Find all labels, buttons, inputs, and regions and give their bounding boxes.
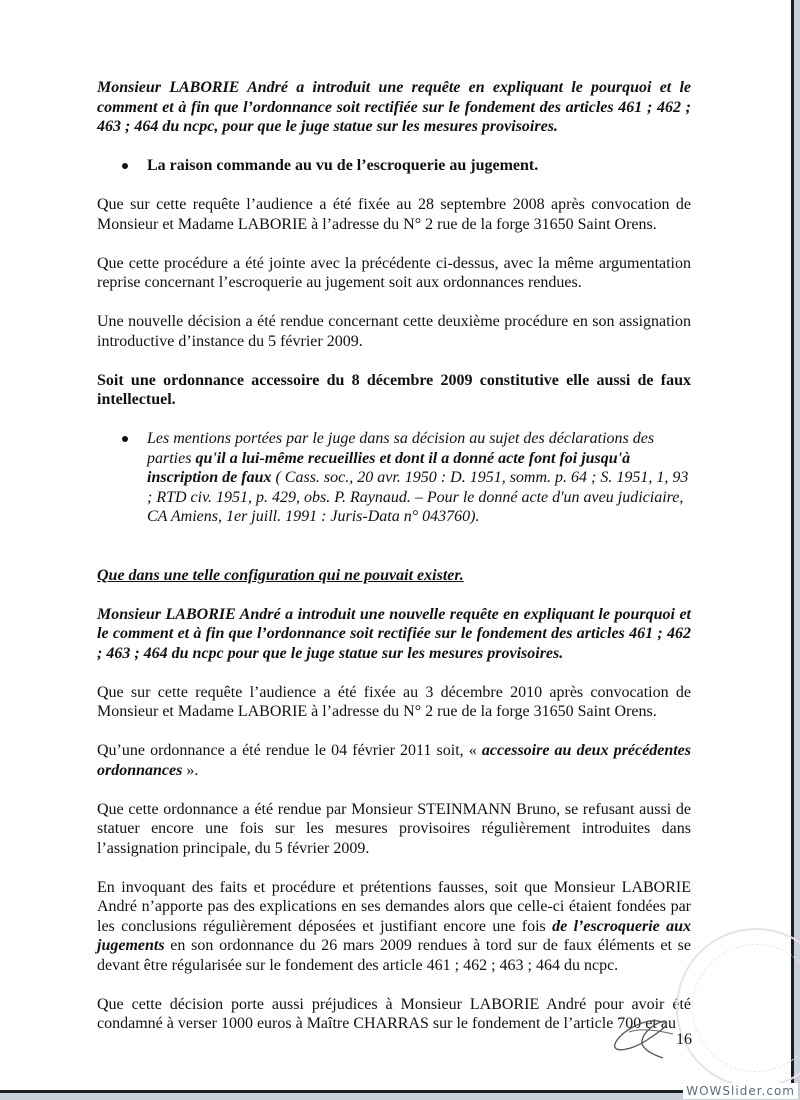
document-body (97, 78, 691, 1034)
citation-part-1: Les mentions portées par le juge dans sa décision au sujet des déclarations des parties (147, 430, 655, 467)
bullet-text: La raison commande au vu de l’escroquerie au jugement. (147, 157, 539, 174)
text-part-emphasis: accessoire au deux précédentes ordonnances (97, 742, 691, 779)
paragraph-configuration: Que dans une telle configuration qui ne pouvait exister. (97, 566, 464, 584)
paragraph-procedure-jointe: Que cette procédure a été jointe avec la précédente ci-dessus, avec la même argumentation reprise concernant l’escroquerie au jugement soit aux ordonnances rendues. (97, 254, 691, 291)
paragraph-prejudices: Que cette décision porte aussi préjudices à Monsieur LABORIE André pour avoir été condamné à verser 1000 euros à Maître CHARRAS sur le fondement de l’article 700 et au (97, 995, 691, 1032)
citation-text (147, 429, 691, 527)
page-number: 16 (676, 1031, 692, 1048)
signature-icon (607, 1014, 687, 1060)
bullet-icon (122, 163, 128, 169)
paragraph-audience-2010: Que sur cette requête l’audience a été fixée au 3 décembre 2010 après convocation de Monsieur et Madame LABORIE à l’adresse du N° 2 rue de la forge 31650 Saint Orens. (97, 683, 691, 720)
paragraph-ordonnance-2011 (97, 741, 691, 780)
text-part-3: ». (182, 761, 199, 779)
bullet-item-citation (97, 429, 691, 527)
watermark-label: WOWSlider.com (683, 1083, 798, 1099)
bullet-item-raison (97, 156, 691, 176)
stamp-seal-icon (676, 928, 800, 1088)
paragraph-steinmann: Que cette ordonnance a été rendue par Monsieur STEINMANN Bruno, se refusant aussi de statuer encore une fois sur les mesures provisoires régulièrement introduites dans l’assignation principale, du 5 février 2009. (97, 800, 691, 857)
paragraph-request-1: Monsieur LABORIE André a introduit une requête en expliquant le pourquoi et le comment et à fin que l’ordonnance soit rectifiée sur le fondement des articles 461 ; 462 ; 463 ; 464 du ncpc, pour que le juge statue sur les mesures provisoires. (97, 79, 691, 135)
paragraph-nouvelle-decision: Une nouvelle décision a été rendue concernant cette deuxième procédure en son assignation introductive d’instance du 5 février 2009. (97, 313, 691, 350)
paragraph-ordonnance-accessoire: Soit une ordonnance accessoire du 8 décembre 2009 constitutive elle aussi de faux intellectuel. (97, 371, 691, 408)
text-part-emphasis: de l’escroquerie aux jugements (97, 917, 692, 954)
text-part-3: en son ordonnance du 26 mars 2009 rendues à tord sur de faux éléments et se devant être régularisée sur le fondement des article 461 ; 462 ; 463 ; 464 du ncpc. (97, 937, 691, 974)
bullet-icon (122, 436, 128, 442)
citation-part-bold: qu'il a lui-même recueillies et dont il a donné acte font foi jusqu'à inscription de faux (147, 449, 631, 486)
paragraph-invoquant (97, 878, 691, 976)
paragraph-request-2: Monsieur LABORIE André a introduit une nouvelle requête en expliquant le pourquoi et le comment et à fin que l’ordonnance soit rectifiée sur le fondement des articles 461 ; 462 ; 463 ; 464 du ncpc pour que le juge statue sur les mesures provisoires. (97, 605, 691, 662)
text-part-1: Qu’une ordonnance a été rendue le 04 février 2011 soit, « (97, 742, 482, 759)
citation-part-3: ( Cass. soc., 20 avr. 1950 : D. 1951, somm. p. 64 ; S. 1951, 1, 93 ; RTD civ. 1951, p. 429, obs. P. Raynaud. – Pour le donné acte d'un aveu judiciaire, CA Amiens, 1er juill. 1991 : Juris-Data n° 043760). (147, 469, 689, 525)
text-part-1: En invoquant des faits et procédure et prétentions fausses, soit que Monsieur LABORIE André n’apporte pas des explications en ses demandes alors que celle-ci étaient fondées par les conclusions régulièrement déposées et justifiant encore une fois (97, 878, 691, 935)
paragraph-audience-2008: Que sur cette requête l’audience a été fixée au 28 septembre 2008 après convocation de Monsieur et Madame LABORIE à l’adresse du N° 2 rue de la forge 31650 Saint Orens. (97, 196, 691, 233)
